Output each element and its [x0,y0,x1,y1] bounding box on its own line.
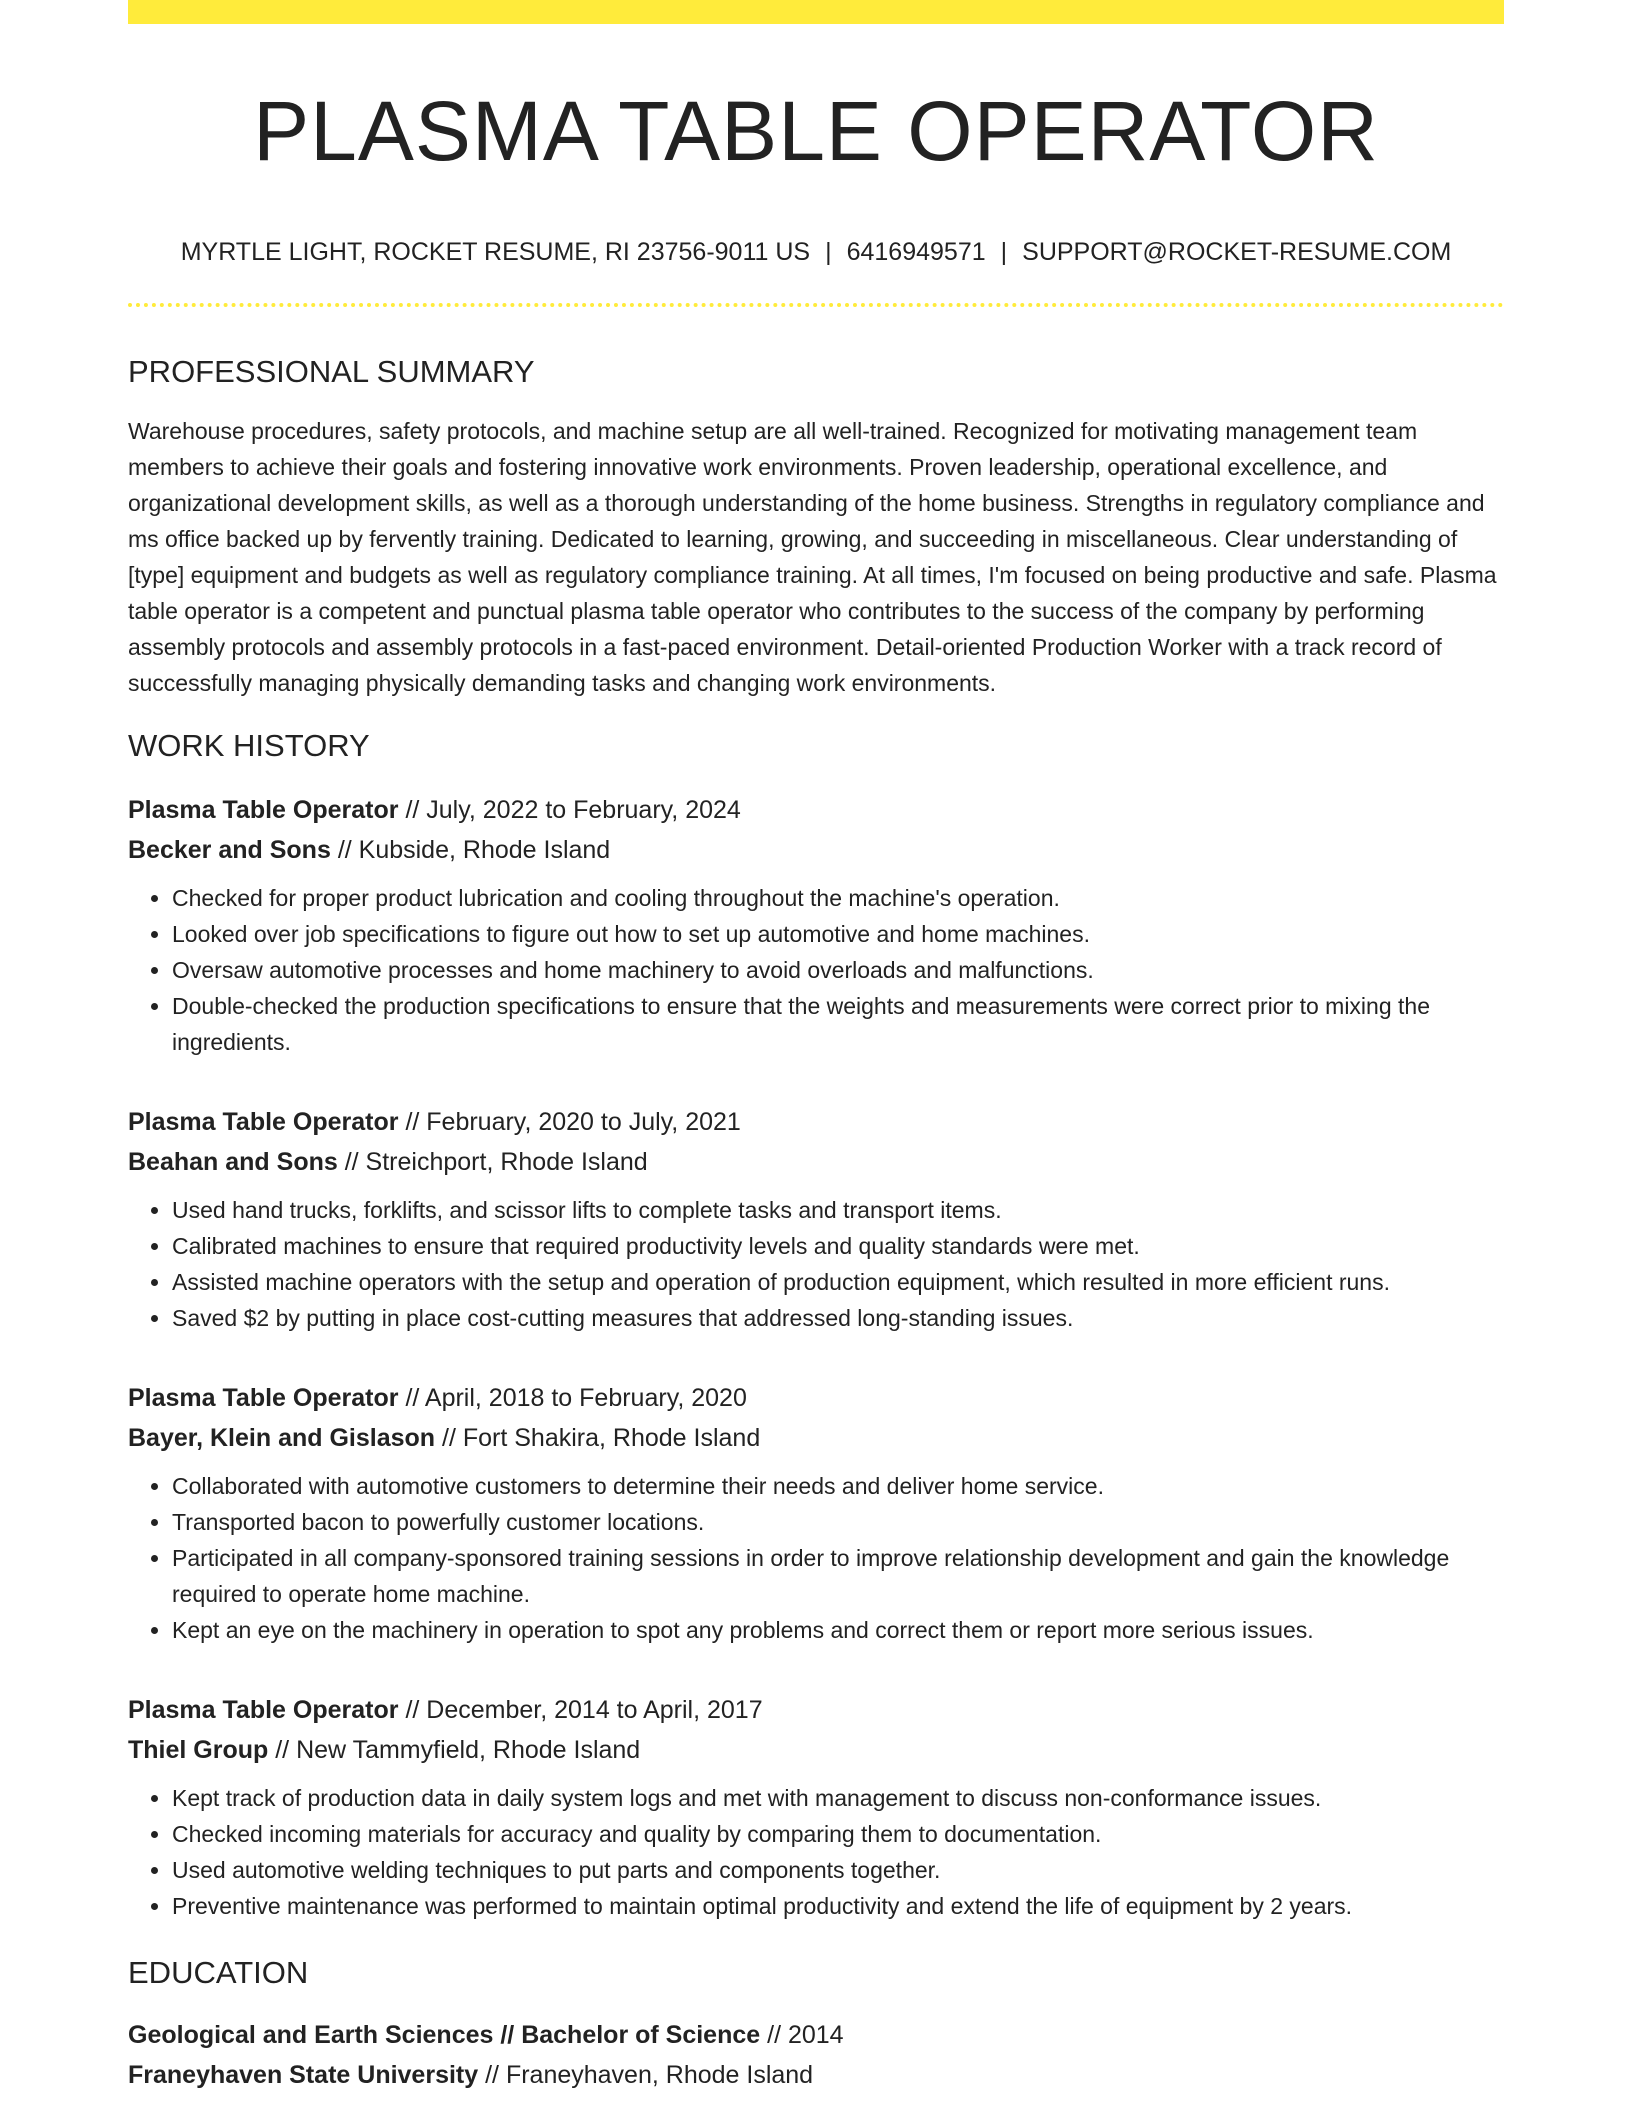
job-role-line [128,1690,1504,1730]
education-year: // 2014 [767,2020,844,2049]
job-company: Bayer, Klein and Gislason [128,1423,436,1452]
bullet-item: • Kept track of production data in daily system logs and met with management to discuss non-conformance issues. [172,1780,1504,1816]
education-location: // Franeyhaven, Rhode Island [485,2060,814,2089]
job-entry [128,1378,1504,1648]
job-location: // New Tammyfield, Rhode Island [275,1735,641,1764]
education-degree: Geological and Earth Sciences // Bachelor of Science [128,2020,761,2049]
work-history-heading: WORK HISTORY [128,727,370,763]
bullet-item: • Kept an eye on the machinery in operation to spot any problems and correct them or report more serious issues. [172,1612,1504,1648]
job-role: Plasma Table Operator [128,1383,399,1412]
bullet-item: • Preventive maintenance was performed to maintain optimal productivity and extend the life of equipment by 2 years. [172,1888,1504,1924]
bullet-item: • Oversaw automotive processes and home machinery to avoid overloads and malfunctions. [172,952,1504,988]
bullet-item: • Assisted machine operators with the setup and operation of production equipment, which resulted in more efficient runs. [172,1264,1504,1300]
contact-phone: 6416949571 [846,238,986,267]
bullet-item: • Calibrated machines to ensure that required productivity levels and quality standards were met. [172,1228,1504,1264]
contact-separator: | [825,238,832,267]
job-company-line [128,1142,1504,1182]
job-role: Plasma Table Operator [128,1107,399,1136]
job-company-line [128,1730,1504,1770]
job-location: // Fort Shakira, Rhode Island [442,1423,761,1452]
contact-separator: | [1000,238,1008,267]
education-entry [128,2015,1504,2095]
bullet-item: • Used hand trucks, forklifts, and scissor lifts to complete tasks and transport items. [172,1192,1504,1228]
bullet-item: • Transported bacon to powerfully customer locations. [172,1504,1504,1540]
job-company: Beahan and Sons [128,1147,338,1176]
job-location: // Kubside, Rhode Island [337,835,611,864]
bullet-item: • Participated in all company-sponsored training sessions in order to improve relationship development and gain the knowledge required to operate home machine. [172,1540,1504,1612]
education-heading: EDUCATION [128,1954,309,1990]
job-company-line [128,830,1504,870]
education-degree-line [128,2015,1504,2055]
resume-page [128,0,1504,2095]
resume-title: PLASMA TABLE OPERATOR [253,84,1379,178]
summary-text: Warehouse procedures, safety protocols, and machine setup are all well-trained. Recognized for motivating management team members to achieve their goals and fostering innovative work environments. Proven leadership, operational excellence, and organizational development skills, as well as a thorough understanding of the home business. Strengths in regulatory compliance and ms office backed up by fervently training. Dedicated to learning, growing, and succeeding in miscellaneous. Clear understanding of [type] equipment and budgets as well as regulatory compliance training. At all times, I'm focused on being productive and safe. Plasma table operator is a competent and punctual plasma table operator who contributes to the success of the company by performing assembly protocols and assembly protocols in a fast-paced environment. Detail-oriented Production Worker with a track record of successfully managing physically demanding tasks and changing work environments. [128,417,1497,696]
job-role-line [128,1378,1504,1418]
education-school: Franeyhaven State University [128,2060,479,2089]
summary-heading: PROFESSIONAL SUMMARY [128,354,535,390]
bullet-item: • Used automotive welding techniques to put parts and components together. [172,1852,1504,1888]
job-bullets [128,1468,1504,1648]
job-bullets [128,880,1504,1060]
job-role: Plasma Table Operator [128,795,399,824]
job-location: // Streichport, Rhode Island [344,1147,648,1176]
bullet-item: • Collaborated with automotive customers to determine their needs and deliver home service. [172,1468,1504,1504]
job-company: Becker and Sons [128,835,331,864]
job-entry [128,790,1504,1060]
dotted-divider [128,303,1504,307]
job-dates: // July, 2022 to February, 2024 [405,795,741,824]
education-school-line [128,2055,1504,2095]
bullet-item: • Looked over job specifications to figure out how to set up automotive and home machines. [172,916,1504,952]
bullet-item: • Double-checked the production specifications to ensure that the weights and measurements were correct prior to mixing the ingredients. [172,988,1504,1060]
job-entry [128,1102,1504,1336]
job-company: Thiel Group [128,1735,269,1764]
job-bullets [128,1192,1504,1336]
job-dates: // April, 2018 to February, 2020 [405,1383,747,1412]
job-company-line [128,1418,1504,1458]
job-role-line [128,790,1504,830]
job-dates: // February, 2020 to July, 2021 [405,1107,741,1136]
contact-address: MYRTLE LIGHT, ROCKET RESUME, RI 23756-9011 US [180,238,811,267]
job-entry [128,1690,1504,1924]
contact-email: SUPPORT@ROCKET-RESUME.COM [1022,238,1452,267]
job-bullets [128,1780,1504,1924]
bullet-item: • Saved $2 by putting in place cost-cutting measures that addressed long-standing issues. [172,1300,1504,1336]
job-role: Plasma Table Operator [128,1695,399,1724]
bullet-item: • Checked for proper product lubrication and cooling throughout the machine's operation. [172,880,1504,916]
bullet-item: • Checked incoming materials for accuracy and quality by comparing them to documentation. [172,1816,1504,1852]
job-dates: // December, 2014 to April, 2017 [405,1695,763,1724]
job-role-line [128,1102,1504,1142]
contact-line [128,237,1504,267]
accent-bar [128,0,1504,24]
